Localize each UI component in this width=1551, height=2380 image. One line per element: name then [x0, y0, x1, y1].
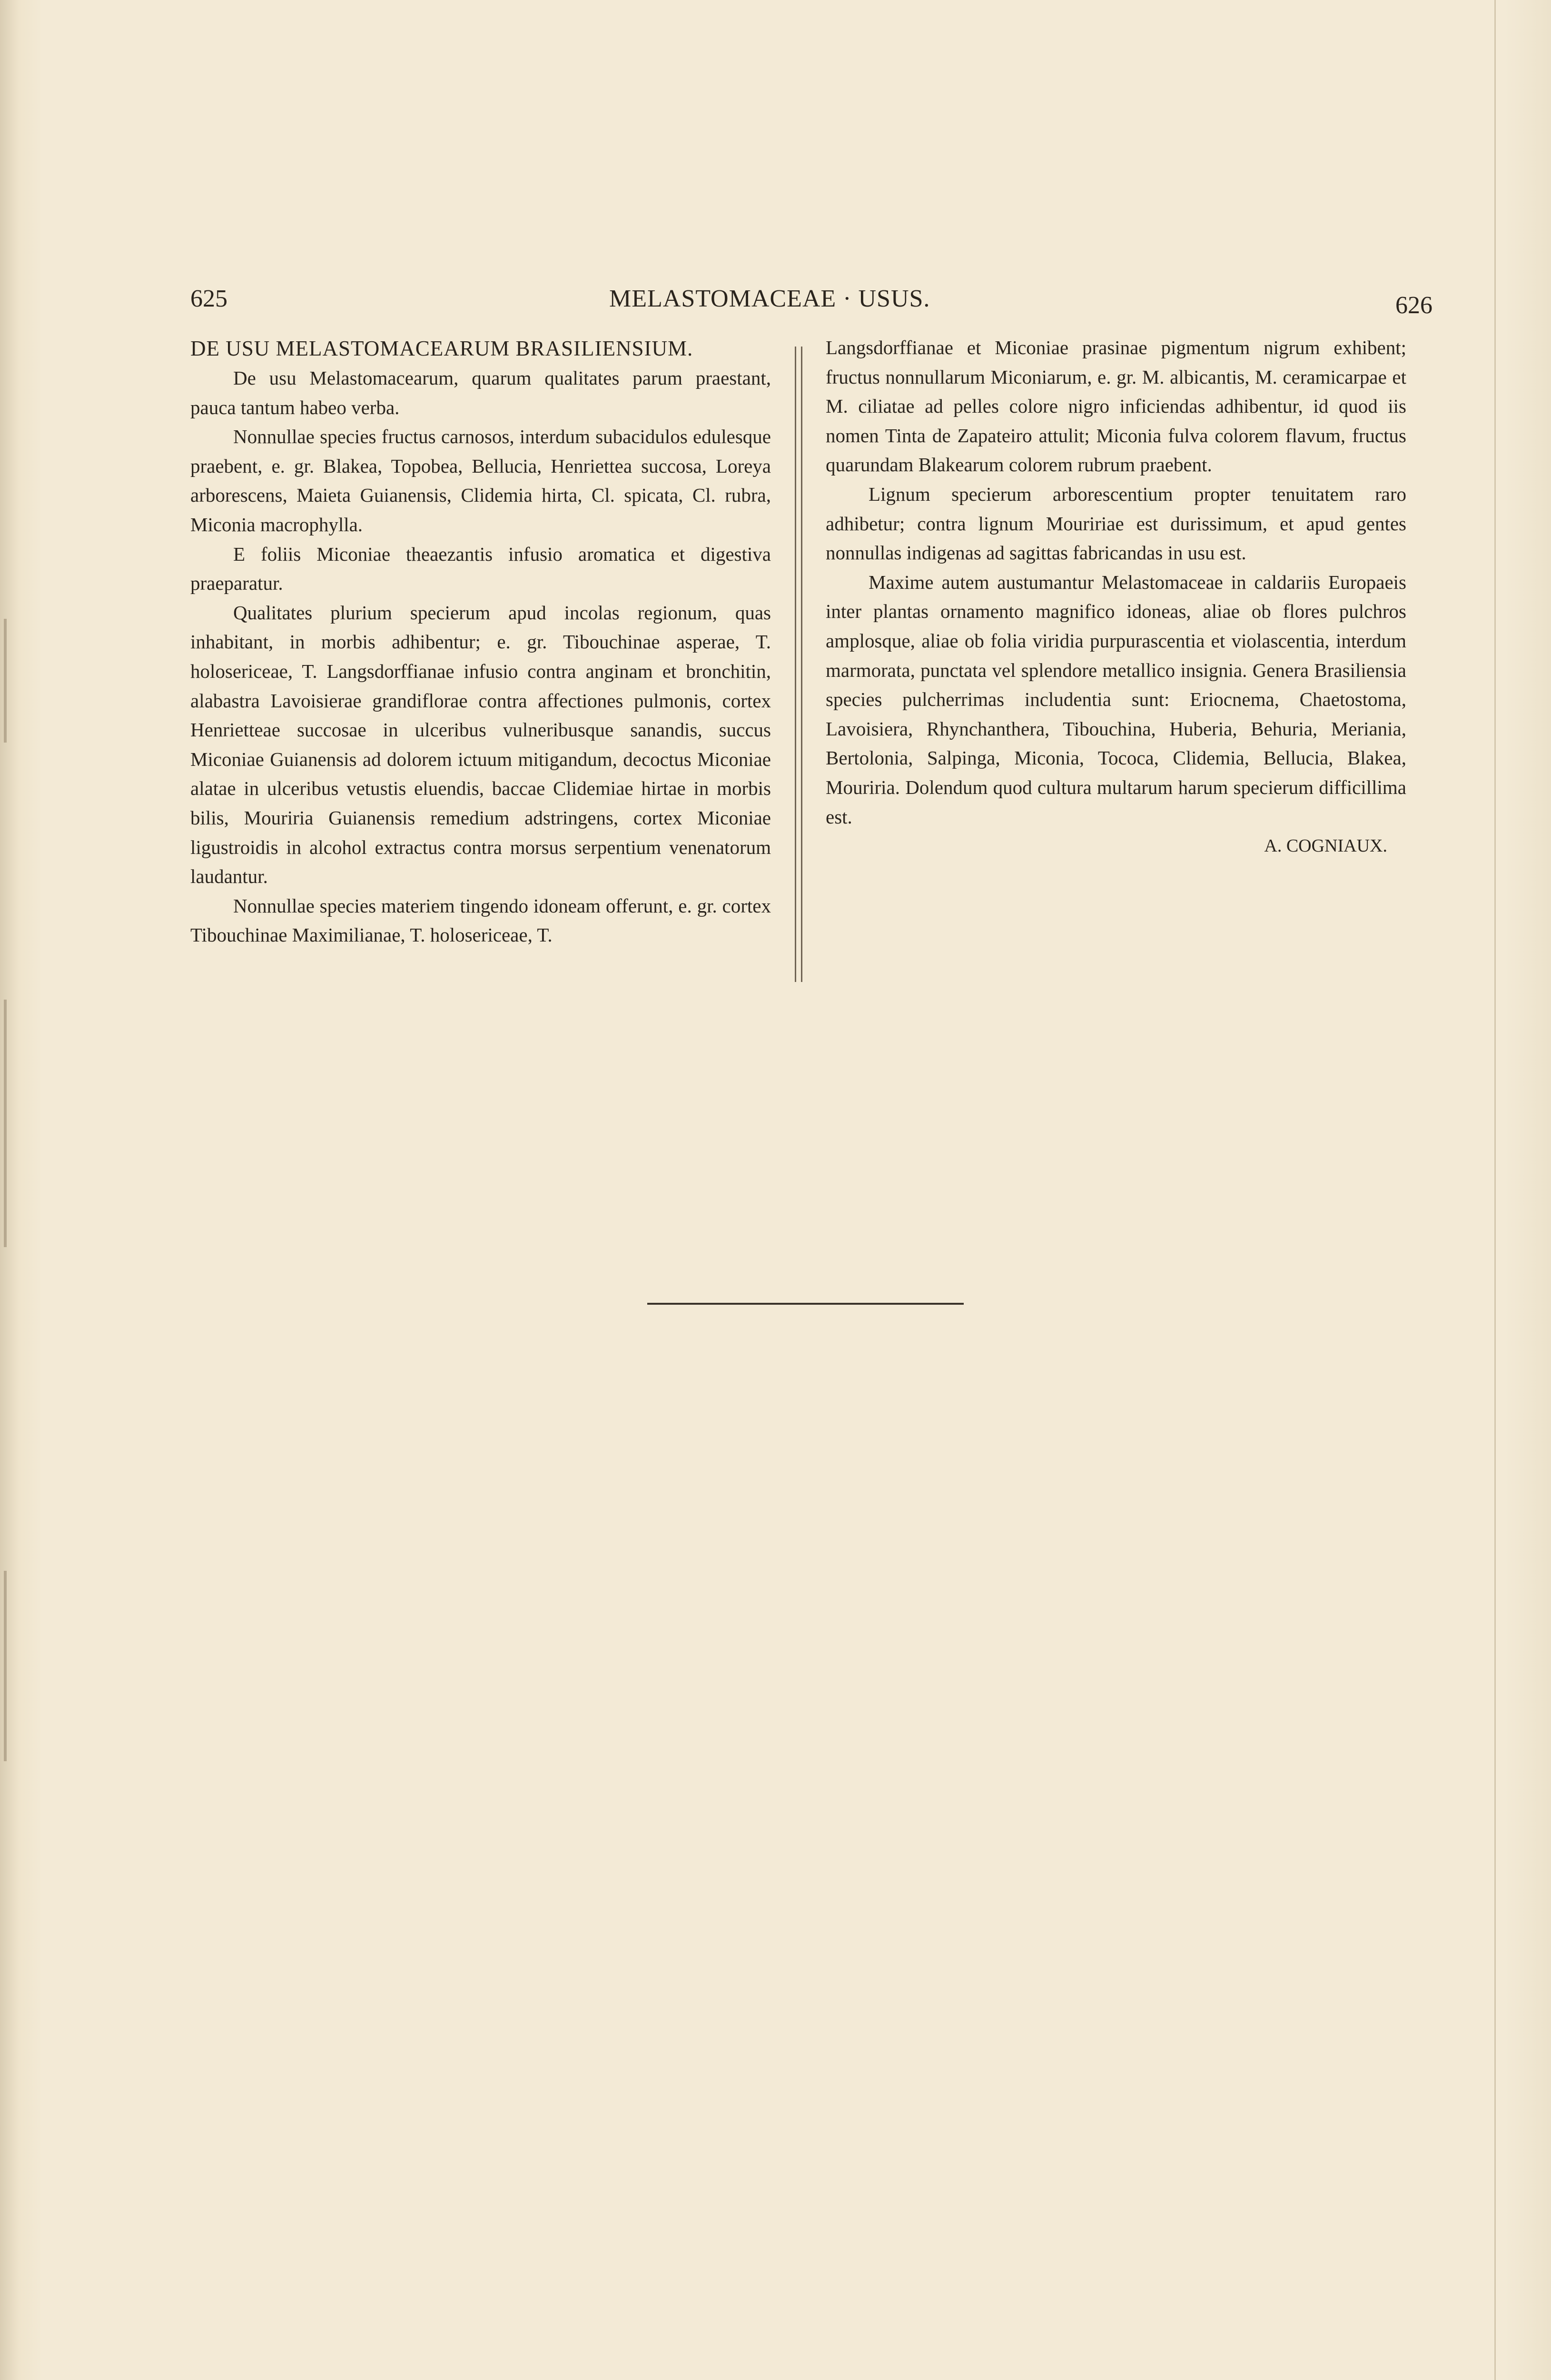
column-divider	[795, 347, 802, 982]
binding-mark	[4, 619, 7, 743]
running-header	[190, 285, 1432, 323]
paragraph: Nonnullae species fructus carnosos, interdum subacidulos edulesque praebent, e. gr. Blakea, Topobea, Bellucia, Henriettea succosa, Loreya arborescens, Maieta Guianensis, Clidemia hirta, Cl. spicata, Cl. rubra, Miconia macrophylla.	[190, 426, 771, 536]
closing-rule	[647, 1303, 964, 1305]
author-signature: A. COGNIAUX.	[1264, 836, 1387, 856]
binding-mark	[4, 1000, 7, 1247]
page-number-right: 626	[1395, 292, 1432, 319]
paragraph: Maxime autem austumantur Melastomaceae in caldariis Europaeis inter plantas ornamento magnifico idoneas, aliae ob flores pulchros amplosque, aliae ob folia viridia purpurascentia et violascentia, interdum marmorata, punctata vel splendore metallico insignia. Genera Brasiliensia species pulcherrimas includentia sunt: Eriocnema, Chaetostoma, Lavoisiera, Rhynchanthera, Tibouchina, Huberia, Behuria, Meriania, Bertolonia, Salpinga, Miconia, Tococa, Clidemia, Bellucia, Blakea, Mouriria. Dolendum quod cultura multarum harum specierum difficillima est.	[826, 571, 1406, 828]
right-column	[826, 333, 1406, 861]
binding-mark	[4, 1571, 7, 1761]
page-number-left: 625	[190, 285, 227, 312]
paragraph: De usu Melastomacearum, quarum qualitates parum praestant, pauca tantum habeo verba.	[190, 367, 771, 418]
paragraph: Langsdorffianae et Miconiae prasinae pigmentum nigrum exhibent; fructus nonnullarum Miconiarum, e. gr. M. albicantis, M. ceramicarpae et M. ciliatae ad pelles colore nigro inficiendas adhibentur, id quod iis nomen Tinta de Zapateiro attulit; Miconia fulva colorem flavum, fructus quarundam Blakearum colorem rubrum praebent.	[826, 337, 1406, 476]
paragraph: Qualitates plurium specierum apud incolas regionum, quas inhabitant, in morbis adhibentur; e. gr. Tibouchinae asperae, T. holosericeae, T. Langsdorffianae infusio contra anginam et bronchitin, alabastra Lavoisierae grandiflorae contra affectiones pulmonis, cortex Henrietteae succosae in ulceribus vulneribusque sanandis, succus Miconiae Guianensis ad dolorem ictuum mitigandum, decoctus Miconiae alatae in ulceribus vetustis eluendis, baccae Clidemiae hirtae in morbis bilis, Mouriria Guianensis remedium adstringens, cortex Miconiae ligustroidis in alcohol extractus contra morsus serpentium venenatorum laudantur.	[190, 601, 771, 888]
paragraph: Lignum specierum arborescentium propter tenuitatem raro adhibetur; contra lignum Mouririae est durissimum, et apud gentes nonnullas indigenas ad sagittas fabricandas in usu est.	[826, 483, 1406, 564]
paragraph: Nonnullae species materiem tingendo idoneam offerunt, e. gr. cortex Tibouchinae Maximilianae, T. holosericeae, T.	[190, 894, 771, 946]
section-title: DE USU MELASTOMACEARUM BRASILIENSIUM.	[190, 337, 693, 360]
left-column	[190, 333, 771, 950]
paragraph: E foliis Miconiae theaezantis infusio aromatica et digestiva praeparatur.	[190, 543, 771, 595]
right-margin-shadow	[1494, 0, 1496, 2380]
running-title: MELASTOMACEAE · USUS.	[609, 285, 930, 312]
